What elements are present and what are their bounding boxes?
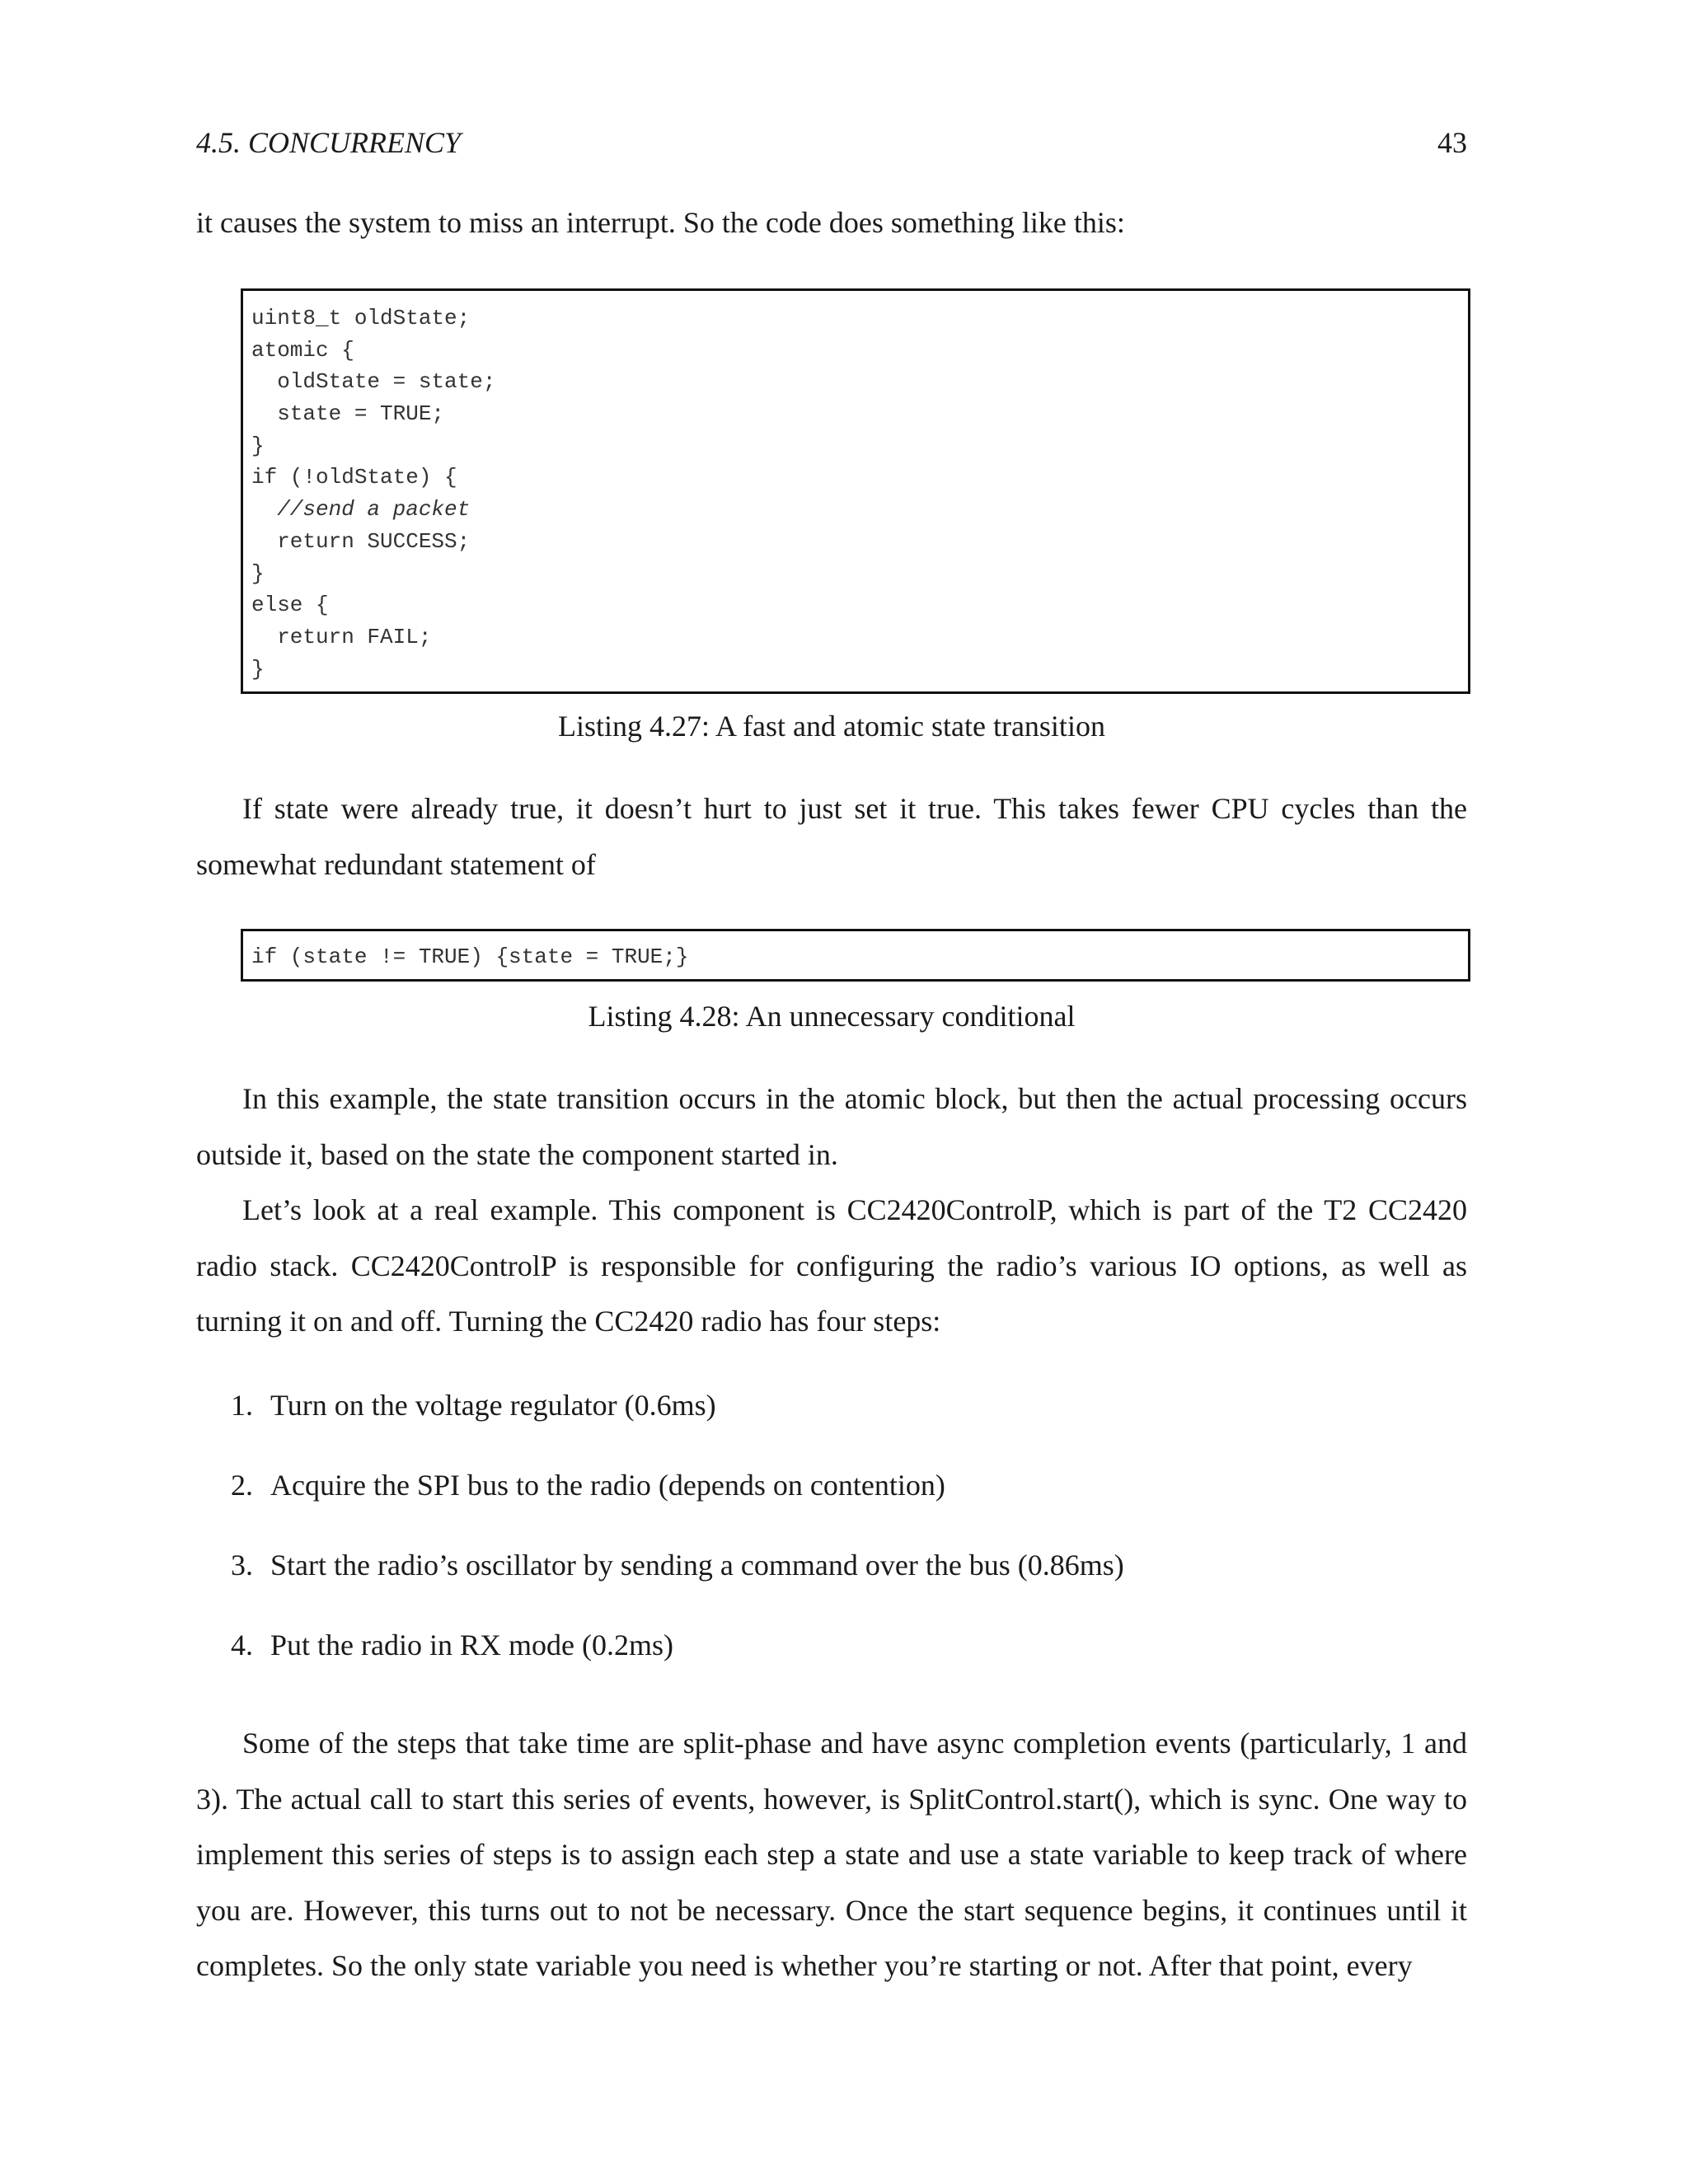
code-line: if (state != TRUE) {state = TRUE;}	[251, 944, 689, 969]
code-listing-4-27	[241, 288, 1470, 694]
code-line: else {	[251, 593, 329, 618]
list-item-number: 4.	[231, 1629, 253, 1661]
listing-4-28-caption: Listing 4.28: An unnecessary conditional	[588, 1000, 1076, 1033]
listing-4-27-caption: Listing 4.27: A fast and atomic state transition	[558, 710, 1105, 743]
paragraph-state-transition: In this example, the state transition occurs in the atomic block, but then the actual processing occurs outside it, based on the state the component started in.	[196, 1082, 1467, 1171]
code-line: state = TRUE;	[251, 401, 445, 427]
code-line: atomic {	[251, 337, 354, 363]
list-item-text: Acquire the SPI bus to the radio (depends on contention)	[270, 1469, 945, 1502]
paragraph-real-example: Let’s look at a real example. This component is CC2420ControlP, which is part of the T2 CC2420 radio stack. CC2420ControlP is responsible for configuring the radio’s various IO options, as well as turning it on and off. Turning the CC2420 radio has four steps:	[196, 1193, 1467, 1338]
list-item-text: Start the radio’s oscillator by sending a command over the bus (0.86ms)	[270, 1549, 1124, 1582]
list-item-text: Put the radio in RX mode (0.2ms)	[270, 1629, 673, 1661]
list-item-number: 3.	[231, 1549, 253, 1582]
code-line: return SUCCESS;	[251, 528, 471, 554]
code-line: if (!oldState) {	[251, 465, 457, 490]
list-item-number: 1.	[231, 1389, 253, 1422]
list-item	[231, 1468, 945, 1502]
list-item-number: 2.	[231, 1469, 253, 1502]
running-header-section: 4.5. CONCURRENCY	[196, 126, 462, 159]
code-listing-4-28	[241, 929, 1470, 982]
page-number: 43	[1437, 126, 1467, 159]
code-line: oldState = state;	[251, 369, 496, 395]
code-line: uint8_t oldState;	[251, 306, 471, 330]
paragraph-split-phase: Some of the steps that take time are split-phase and have async completion events (particularly, 1 and 3). The actual call to start this series of events, however, is SplitControl.start(), which is sync. One way to implement this series of steps is to assign each step a state and use a state variable to keep track of where you are. However, this turns out to not be necessary. Once the start sequence begins, it continues until it completes. So the only state variable you need is whether you’re starting or not. After that point, every	[196, 1727, 1467, 1982]
list-item	[231, 1628, 673, 1662]
list-item-text: Turn on the voltage regulator (0.6ms)	[270, 1389, 716, 1422]
paragraph-redundant-statement: If state were already true, it doesn’t hurt to just set it true. This takes fewer CPU cycles than the somewhat redundant statement of	[196, 792, 1467, 881]
code-line: }	[251, 656, 265, 682]
intro-paragraph: it causes the system to miss an interrupt. So the code does something like this:	[196, 206, 1125, 239]
code-comment-line: //send a packet	[251, 497, 471, 523]
code-line: }	[251, 433, 265, 458]
code-line: return FAIL;	[251, 624, 432, 649]
list-item	[231, 1388, 716, 1422]
list-item	[231, 1548, 1124, 1582]
code-line: }	[251, 560, 265, 586]
